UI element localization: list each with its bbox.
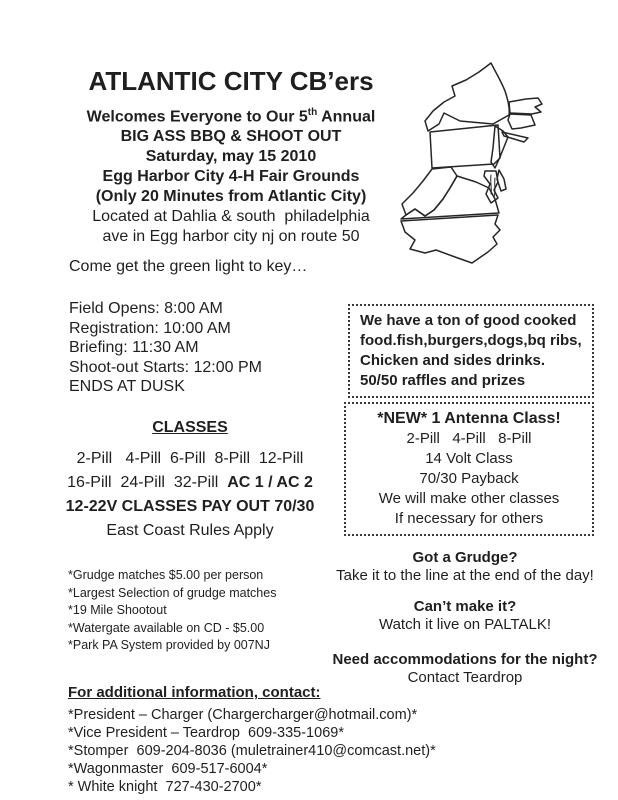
food-line-2: food.fish,burgers,dogs,bq ribs, <box>360 332 582 349</box>
antenna-line-pills: 2-Pill 4-Pill 8-Pill <box>406 430 532 447</box>
antenna-line-payback: 70/30 Payback <box>419 470 519 487</box>
footnotes-section <box>68 567 276 655</box>
callout-accommodations-heading: Need accommodations for the night? <box>332 651 598 668</box>
food-info-box <box>348 304 594 398</box>
callout-accommodations <box>312 651 618 687</box>
callout-paltalk <box>312 598 618 634</box>
antenna-line-other-2: If necessary for others <box>394 510 544 527</box>
contact-section <box>68 683 436 796</box>
map-svg <box>398 58 618 290</box>
contact-wagonmaster: *Wagonmaster 609-517-6004* <box>68 761 268 777</box>
schedule-field-opens: Field Opens: 8:00 AM <box>69 300 223 317</box>
page-title: ATLANTIC CITY CB’ers <box>88 66 374 96</box>
classes-heading: CLASSES <box>152 419 228 436</box>
contact-vice-president: *Vice President – Teardrop 609-335-1069* <box>68 725 344 741</box>
food-line-4: 50/50 raffles and prizes <box>360 372 526 389</box>
classes-row-2-regular: 16-Pill 24-Pill 32-Pill <box>67 474 228 491</box>
classes-payout-row: 12-22V CLASSES PAY OUT 70/30 <box>65 498 315 515</box>
antenna-box-title: *NEW* 1 Antenna Class! <box>377 410 561 427</box>
welcome-suffix: Annual <box>317 108 376 126</box>
callout-accommodations-text: Contact Teardrop <box>407 669 523 686</box>
contact-president: *President – Charger (Chargercharger@hotmail.com)* <box>68 707 418 723</box>
contact-stomper: *Stomper 609-204-8036 (muletrainer410@comcast.net)* <box>68 743 436 759</box>
note-grudge-selection: *Largest Selection of grudge matches <box>68 585 277 600</box>
callout-grudge-text: Take it to the line at the end of the day! <box>336 567 594 584</box>
callout-grudge <box>312 549 618 585</box>
contact-heading: For additional information, contact: <box>68 684 321 701</box>
schedule-shootout-starts: Shoot-out Starts: 12:00 PM <box>69 358 262 376</box>
event-schedule <box>69 299 262 397</box>
address-line-2: ave in Egg harbor city nj on route 50 <box>102 228 360 246</box>
callout-paltalk-text: Watch it live on PALTALK! <box>378 616 551 633</box>
address-line-1: Located at Dahlia & south philadelphia <box>92 208 370 226</box>
classes-section <box>40 419 340 543</box>
antenna-class-box <box>344 402 594 536</box>
note-grudge-fee: *Grudge matches $5.00 per person <box>68 568 264 582</box>
schedule-registration: Registration: 10:00 AM <box>69 319 231 337</box>
antenna-line-volt: 14 Volt Class <box>425 450 513 467</box>
flyer-header <box>40 66 422 247</box>
schedule-briefing: Briefing: 11:30 AM <box>69 339 199 356</box>
event-date-line: Saturday, may 15 2010 <box>145 148 317 166</box>
schedule-ends: ENDS AT DUSK <box>69 378 185 395</box>
welcome-line <box>40 103 422 127</box>
note-watergate-cd: *Watergate available on CD - $5.00 <box>68 620 265 635</box>
classes-row-2 <box>40 471 340 495</box>
northeast-states-map-icon <box>398 58 618 290</box>
classes-row-2-bold: AC 1 / AC 2 <box>227 474 313 491</box>
event-distance-line: (Only 20 Minutes from Atlantic City) <box>95 188 367 206</box>
food-line-3: Chicken and sides drinks. <box>360 352 546 369</box>
note-mile-shootout: *19 Mile Shootout <box>68 603 167 617</box>
food-line-1: We have a ton of good cooked <box>360 312 577 329</box>
callouts-section <box>312 549 618 687</box>
welcome-superscript: th <box>307 107 318 118</box>
event-name-line: BIG ASS BBQ & SHOOT OUT <box>120 128 342 146</box>
contact-white-knight: * White knight 727-430-2700* <box>68 779 262 795</box>
note-pa-system: *Park PA System provided by 007NJ <box>68 638 270 652</box>
callout-paltalk-heading: Can’t make it? <box>413 598 517 615</box>
welcome-prefix: Welcomes Everyone to Our 5 <box>86 108 308 126</box>
classes-rules-row: East Coast Rules Apply <box>106 522 274 539</box>
intro-line: Come get the green light to key… <box>69 258 308 275</box>
callout-grudge-heading: Got a Grudge? <box>412 549 518 566</box>
event-venue-line: Egg Harbor City 4-H Fair Grounds <box>102 168 360 186</box>
classes-row-1: 2-Pill 4-Pill 6-Pill 8-Pill 12-Pill <box>76 450 304 467</box>
antenna-line-other-1: We will make other classes <box>378 490 560 507</box>
